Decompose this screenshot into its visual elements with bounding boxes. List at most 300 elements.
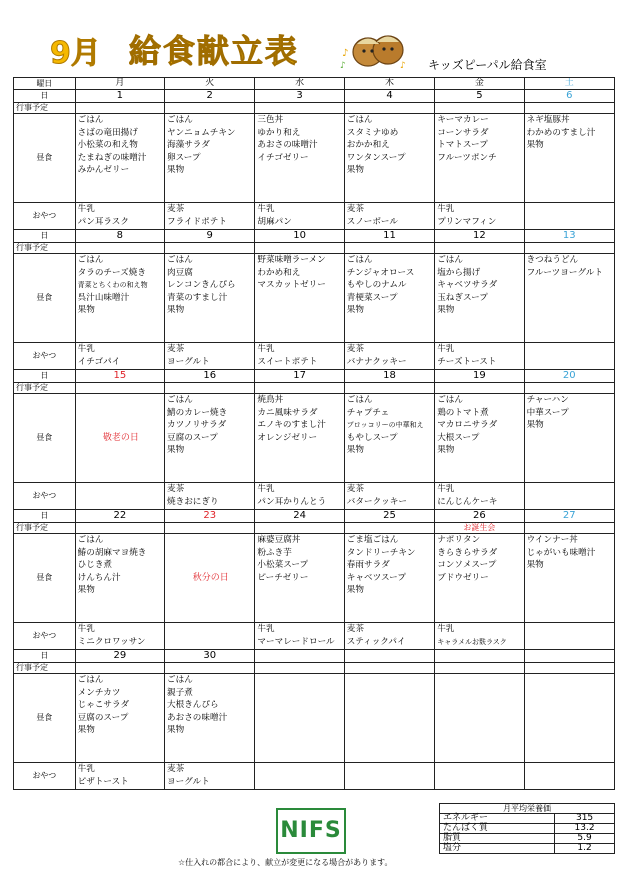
menu-item: ごはん (77, 115, 104, 125)
svg-text:♪: ♪ (342, 48, 349, 59)
event-cell (435, 243, 524, 254)
menu-item: もやしスープ (346, 432, 398, 443)
menu-item: 青梗菜スープ (346, 292, 398, 303)
lunch-cell (524, 674, 614, 763)
menu-item: チャプチェ (346, 407, 390, 418)
date-cell (344, 650, 434, 663)
menu-item: あおさの味噌汁 (257, 140, 318, 151)
menu-item: ネギ塩豚丼 (526, 115, 570, 125)
menu-item: ごはん (167, 675, 193, 685)
menu-item: チンジャオロース (346, 267, 415, 278)
date-cell: 17 (255, 370, 344, 383)
menu-item: みかんゼリー (77, 165, 130, 176)
menu-item: けんちん汁 (77, 572, 121, 583)
date-cell: 9 (165, 230, 255, 243)
snack-item: 牛乳 (77, 764, 95, 774)
date-cell: 8 (75, 230, 164, 243)
event-cell (255, 663, 344, 674)
snack-item: 牛乳 (437, 484, 455, 494)
lunch-cell (75, 534, 164, 623)
date-cell: 5 (435, 90, 524, 103)
menu-item: おかか和え (346, 140, 390, 151)
snack-cell (75, 343, 164, 370)
menu-item: 青菜とちくわの和え物 (77, 281, 148, 290)
menu-item: 果物 (346, 165, 364, 176)
event-row (14, 243, 615, 254)
snack-item: チーズトースト (437, 356, 497, 367)
date-cell: 13 (524, 230, 614, 243)
weekday-row (14, 78, 615, 90)
event-cell (344, 243, 434, 254)
event-cell (165, 243, 255, 254)
nutrition-table (439, 803, 615, 854)
snack-row (14, 763, 615, 790)
weekday-cell: 火 (165, 78, 255, 90)
snack-row (14, 203, 615, 230)
snack-item: 麦茶 (167, 204, 185, 214)
snack-cell (524, 343, 614, 370)
menu-item: 豆腐のスープ (77, 712, 129, 723)
date-cell: 12 (435, 230, 524, 243)
lunch-cell (75, 114, 164, 203)
snack-item: 麦茶 (346, 344, 364, 354)
snack-item: 麦茶 (167, 764, 185, 774)
lunch-cell (75, 254, 164, 343)
menu-item: キャベツサラダ (437, 280, 498, 291)
menu-item: ひじき煮 (77, 560, 113, 571)
menu-item: ワンタンスープ (346, 152, 406, 163)
menu-item: わかめ和え (257, 267, 301, 278)
date-cell: 10 (255, 230, 344, 243)
snack-label: おやつ (14, 763, 76, 790)
menu-item: 果物 (526, 560, 544, 571)
snack-row (14, 343, 615, 370)
menu-item: 大根スープ (437, 432, 480, 443)
lunch-cell (344, 394, 434, 483)
date-cell: 18 (344, 370, 434, 383)
nifs-logo-text: NIFS (280, 818, 342, 843)
snack-cell (165, 203, 255, 230)
event-cell (524, 663, 614, 674)
menu-item: カニ風味サラダ (257, 407, 318, 418)
snack-cell (435, 763, 524, 790)
snack-item: キャラメルお麩ラスク (437, 637, 507, 646)
nutrition-name: 脂質 (440, 834, 555, 844)
snack-cell (524, 623, 614, 650)
menu-item: メンチカツ (77, 687, 121, 698)
menu-item: トマトスープ (437, 140, 488, 151)
weekday-cell: 月 (75, 78, 164, 90)
lunch-cell (435, 114, 524, 203)
date-cell (435, 650, 524, 663)
event-row (14, 103, 615, 114)
menu-item: 肉豆腐 (167, 267, 193, 278)
menu-item: 小松菜の和え物 (77, 140, 138, 151)
snack-item: ヨーグルト (167, 356, 210, 367)
snack-cell (75, 483, 164, 510)
snack-cell (524, 203, 614, 230)
date-cell: 29 (75, 650, 164, 663)
event-cell (435, 523, 524, 534)
lunch-label: 昼食 (14, 254, 76, 343)
event-cell (524, 243, 614, 254)
menu-item: イチゴゼリー (257, 152, 309, 163)
menu-item: ごはん (346, 255, 373, 265)
snack-item: 牛乳 (77, 204, 95, 214)
event-cell (165, 523, 255, 534)
lunch-label: 昼食 (14, 534, 76, 623)
date-cell: 4 (344, 90, 434, 103)
lunch-cell (435, 674, 524, 763)
event-row (14, 663, 615, 674)
snack-cell (255, 623, 344, 650)
day-label: 日 (14, 370, 76, 383)
menu-item: ごはん (437, 255, 463, 265)
lunch-label: 昼食 (14, 114, 76, 203)
event-cell (344, 663, 434, 674)
day-label: 日 (14, 650, 76, 663)
snack-item: 牛乳 (77, 344, 95, 354)
event-label: 行事予定 (14, 523, 76, 534)
date-row (14, 370, 615, 383)
menu-item: わかめのすまし汁 (526, 127, 596, 138)
snack-label: おやつ (14, 343, 76, 370)
menu-item: ごはん (437, 395, 463, 405)
menu-item: 果物 (167, 725, 185, 736)
snack-cell (165, 623, 255, 650)
date-row (14, 510, 615, 523)
event-cell (344, 383, 434, 394)
snack-cell (435, 623, 524, 650)
menu-item: キャベツスープ (346, 572, 406, 583)
menu-item: ウインナー丼 (526, 535, 578, 545)
snack-cell (255, 203, 344, 230)
menu-item: ごはん (77, 255, 104, 265)
snack-label: おやつ (14, 483, 76, 510)
day-label: 日 (14, 90, 76, 103)
snack-item: イチゴパイ (77, 356, 121, 367)
snack-item: ミニクロワッサン (77, 636, 146, 647)
event-cell (75, 383, 164, 394)
date-cell: 2 (165, 90, 255, 103)
date-cell: 23 (165, 510, 255, 523)
menu-item: 玉ねぎスープ (437, 292, 488, 303)
snack-cell (344, 623, 434, 650)
menu-item: コンソメスープ (437, 560, 497, 571)
menu-item: 果物 (346, 585, 364, 596)
date-row (14, 650, 615, 663)
menu-item: 焼鳥丼 (257, 395, 284, 405)
snack-item: バタークッキー (346, 496, 407, 507)
lunch-cell (165, 534, 255, 623)
snack-item: 牛乳 (257, 344, 275, 354)
date-cell: 15 (75, 370, 164, 383)
menu-item: 果物 (437, 305, 455, 316)
snack-item: 牛乳 (437, 624, 455, 634)
menu-item: 豆腐のスープ (167, 432, 218, 443)
event-row (14, 383, 615, 394)
menu-item: フルーツヨーグルト (526, 267, 603, 278)
event-label: 行事予定 (14, 103, 76, 114)
menu-item: ごはん (167, 255, 193, 265)
menu-item: ごはん (346, 395, 373, 405)
menu-item: 果物 (77, 305, 95, 316)
snack-item: 牛乳 (257, 624, 275, 634)
weekday-cell: 土 (524, 78, 614, 90)
snack-item: 焼きおにぎり (167, 496, 219, 507)
event-cell (435, 103, 524, 114)
lunch-row (14, 394, 615, 483)
menu-item: ごはん (167, 395, 193, 405)
nutrition-value: 13.2 (555, 824, 615, 834)
date-cell (524, 650, 614, 663)
menu-item: さばの竜田揚げ (77, 127, 138, 138)
menu-item: 果物 (77, 585, 95, 596)
menu-item: 中華スープ (526, 407, 569, 418)
date-cell: 1 (75, 90, 164, 103)
lunch-cell (524, 254, 614, 343)
month-label: 9月 (50, 36, 101, 71)
menu-item: 青菜のすまし汁 (167, 292, 228, 303)
snack-item: 胡麻パン (257, 216, 292, 227)
lunch-cell (165, 394, 255, 483)
lunch-cell (165, 674, 255, 763)
lunch-label: 昼食 (14, 394, 76, 483)
weekday-cell: 木 (344, 78, 434, 90)
date-cell: 30 (165, 650, 255, 663)
lunch-cell (255, 674, 344, 763)
snack-item: 麦茶 (167, 484, 185, 494)
snack-cell (344, 763, 434, 790)
snack-cell (255, 763, 344, 790)
event-cell (75, 523, 164, 534)
date-cell: 20 (524, 370, 614, 383)
day-label: 日 (14, 230, 76, 243)
menu-item: ヤンニョムチキン (167, 127, 236, 138)
snack-item: 牛乳 (77, 624, 95, 634)
menu-item: ブロッコリーの中華和え (346, 421, 424, 430)
holiday-note: 秋分の日 (192, 572, 229, 583)
menu-item: ピーチゼリー (257, 572, 309, 583)
menu-item: 卵スープ (167, 152, 201, 163)
nutrition-name: エネルギー (440, 814, 555, 824)
event-text: お誕生会 (463, 523, 496, 532)
menu-item: 果物 (77, 725, 95, 736)
date-cell: 6 (524, 90, 614, 103)
mascot-illustration (338, 20, 410, 72)
lunch-cell (165, 254, 255, 343)
snack-item: フライドポテト (167, 216, 227, 227)
date-cell: 3 (255, 90, 344, 103)
menu-item: じゃがいも味噌汁 (526, 547, 596, 558)
date-row (14, 90, 615, 103)
snack-cell (75, 623, 164, 650)
lunch-row (14, 674, 615, 763)
menu-item: じゃこサラダ (77, 700, 130, 711)
organization-name: キッズピーパル給食室 (428, 58, 547, 72)
snack-item: 牛乳 (257, 204, 275, 214)
menu-item: あおさの味噌汁 (167, 712, 228, 723)
holiday-note: 敬老の日 (102, 432, 139, 443)
menu-item: コーンサラダ (437, 127, 489, 138)
menu-item: オレンジゼリー (257, 432, 318, 443)
menu-item: ナポリタン (437, 535, 481, 545)
menu-item: きつねうどん (526, 255, 579, 265)
menu-item: ごはん (346, 115, 373, 125)
event-cell (255, 523, 344, 534)
date-cell: 19 (435, 370, 524, 383)
snack-cell (255, 343, 344, 370)
menu-item: 果物 (437, 445, 455, 456)
menu-item: 果物 (167, 165, 185, 176)
nutrition-title: 月平均栄養価 (440, 804, 615, 814)
lunch-cell (75, 394, 164, 483)
menu-item: ごはん (77, 675, 104, 685)
lunch-cell (435, 394, 524, 483)
menu-item: 果物 (167, 445, 185, 456)
event-cell (255, 383, 344, 394)
menu-item: フルーツポンチ (437, 152, 497, 163)
weekday-label: 曜日 (14, 78, 76, 90)
menu-item: 春雨サラダ (346, 560, 390, 571)
snack-item: 麦茶 (346, 624, 364, 634)
event-cell (165, 663, 255, 674)
snack-cell (344, 343, 434, 370)
nutrition-value: 5.9 (555, 834, 615, 844)
lunch-cell (344, 254, 434, 343)
snack-item: マーマレードロール (257, 636, 335, 647)
lunch-row (14, 254, 615, 343)
menu-item: ごはん (77, 535, 104, 545)
menu-item: 果物 (526, 140, 544, 151)
menu-item: ブドウゼリー (437, 572, 489, 583)
menu-item: 果物 (526, 420, 544, 431)
menu-item: キーマカレー (437, 115, 489, 125)
menu-item: 粉ふき芋 (257, 547, 292, 558)
snack-cell (344, 203, 434, 230)
menu-item: 小松菜スープ (257, 560, 309, 571)
lunch-cell (255, 534, 344, 623)
snack-item: 麦茶 (167, 344, 185, 354)
lunch-cell (435, 254, 524, 343)
date-row (14, 230, 615, 243)
weekday-cell: 金 (435, 78, 524, 90)
lunch-row (14, 534, 615, 623)
menu-item: レンコンきんぴら (167, 280, 236, 291)
lunch-cell (255, 394, 344, 483)
event-cell (435, 383, 524, 394)
event-cell (165, 103, 255, 114)
snack-cell (524, 483, 614, 510)
event-cell (165, 383, 255, 394)
snack-row (14, 483, 615, 510)
svg-text:♪: ♪ (340, 61, 346, 71)
event-cell (435, 663, 524, 674)
snack-cell (165, 343, 255, 370)
event-label: 行事予定 (14, 383, 76, 394)
menu-item: 果物 (167, 305, 185, 316)
nutrition-name: たんぱく質 (440, 824, 555, 834)
menu-item: チャーハン (526, 395, 569, 405)
menu-item: 呉汁山味噌汁 (77, 292, 130, 303)
event-cell (255, 103, 344, 114)
snack-label: おやつ (14, 623, 76, 650)
snack-cell (344, 483, 434, 510)
menu-item: スタミナゆめ (346, 127, 399, 138)
snack-item: 麦茶 (346, 484, 364, 494)
menu-item: 大根きんぴら (167, 700, 219, 711)
menu-item: 鰆の胡麻マヨ焼き (77, 547, 147, 558)
snack-item: スティックパイ (346, 636, 406, 647)
snack-item: バナナクッキー (346, 356, 407, 367)
snack-item: スイートポテト (257, 356, 318, 367)
snack-item: パン耳かりんとう (257, 496, 327, 507)
menu-item: マスカットゼリー (257, 280, 326, 291)
lunch-row (14, 114, 615, 203)
menu-item: たまねぎの味噌汁 (77, 152, 147, 163)
snack-cell (75, 763, 164, 790)
nifs-logo (276, 808, 346, 854)
snack-cell (165, 763, 255, 790)
menu-item: 果物 (346, 445, 364, 456)
lunch-cell (344, 114, 434, 203)
menu-item: エノキのすまし汁 (257, 420, 326, 431)
menu-item: 鯖のカレー焼き (167, 407, 228, 418)
page-title (50, 32, 299, 72)
menu-item: タンドリーチキン (346, 547, 416, 558)
menu-table (13, 77, 615, 790)
lunch-cell (344, 534, 434, 623)
menu-item: きらきらサラダ (437, 547, 498, 558)
lunch-label: 昼食 (14, 674, 76, 763)
lunch-cell (75, 674, 164, 763)
event-label: 行事予定 (14, 663, 76, 674)
menu-item: 野菜味噌ラーメン (257, 255, 326, 265)
lunch-cell (165, 114, 255, 203)
date-cell: 27 (524, 510, 614, 523)
event-cell (524, 103, 614, 114)
snack-item: プリンマフィン (437, 216, 497, 227)
snack-cell (75, 203, 164, 230)
menu-item: マカロニサラダ (437, 420, 498, 431)
snack-item: 麦茶 (346, 204, 364, 214)
lunch-cell (255, 114, 344, 203)
event-cell (344, 103, 434, 114)
nutrition-name: 塩分 (440, 844, 555, 854)
snack-item: ピザトースト (77, 776, 129, 787)
event-cell (75, 103, 164, 114)
footnote: ☆仕入れの都合により、献立が変更になる場合があります。 (178, 858, 393, 867)
menu-item: 三色丼 (257, 115, 284, 125)
date-cell: 26 (435, 510, 524, 523)
menu-item: ごま塩ごはん (346, 535, 399, 545)
lunch-cell (344, 674, 434, 763)
menu-item: ごはん (167, 115, 193, 125)
lunch-cell (435, 534, 524, 623)
event-cell (524, 383, 614, 394)
event-row (14, 523, 615, 534)
date-cell: 24 (255, 510, 344, 523)
weekday-cell: 水 (255, 78, 344, 90)
menu-item: 海藻サラダ (167, 140, 210, 151)
event-cell (524, 523, 614, 534)
snack-cell (435, 483, 524, 510)
menu-item: 塩から揚げ (437, 267, 481, 278)
snack-item: パン耳ラスク (77, 216, 129, 227)
snack-item: スノーボール (346, 216, 398, 227)
event-label: 行事予定 (14, 243, 76, 254)
event-cell (75, 243, 164, 254)
